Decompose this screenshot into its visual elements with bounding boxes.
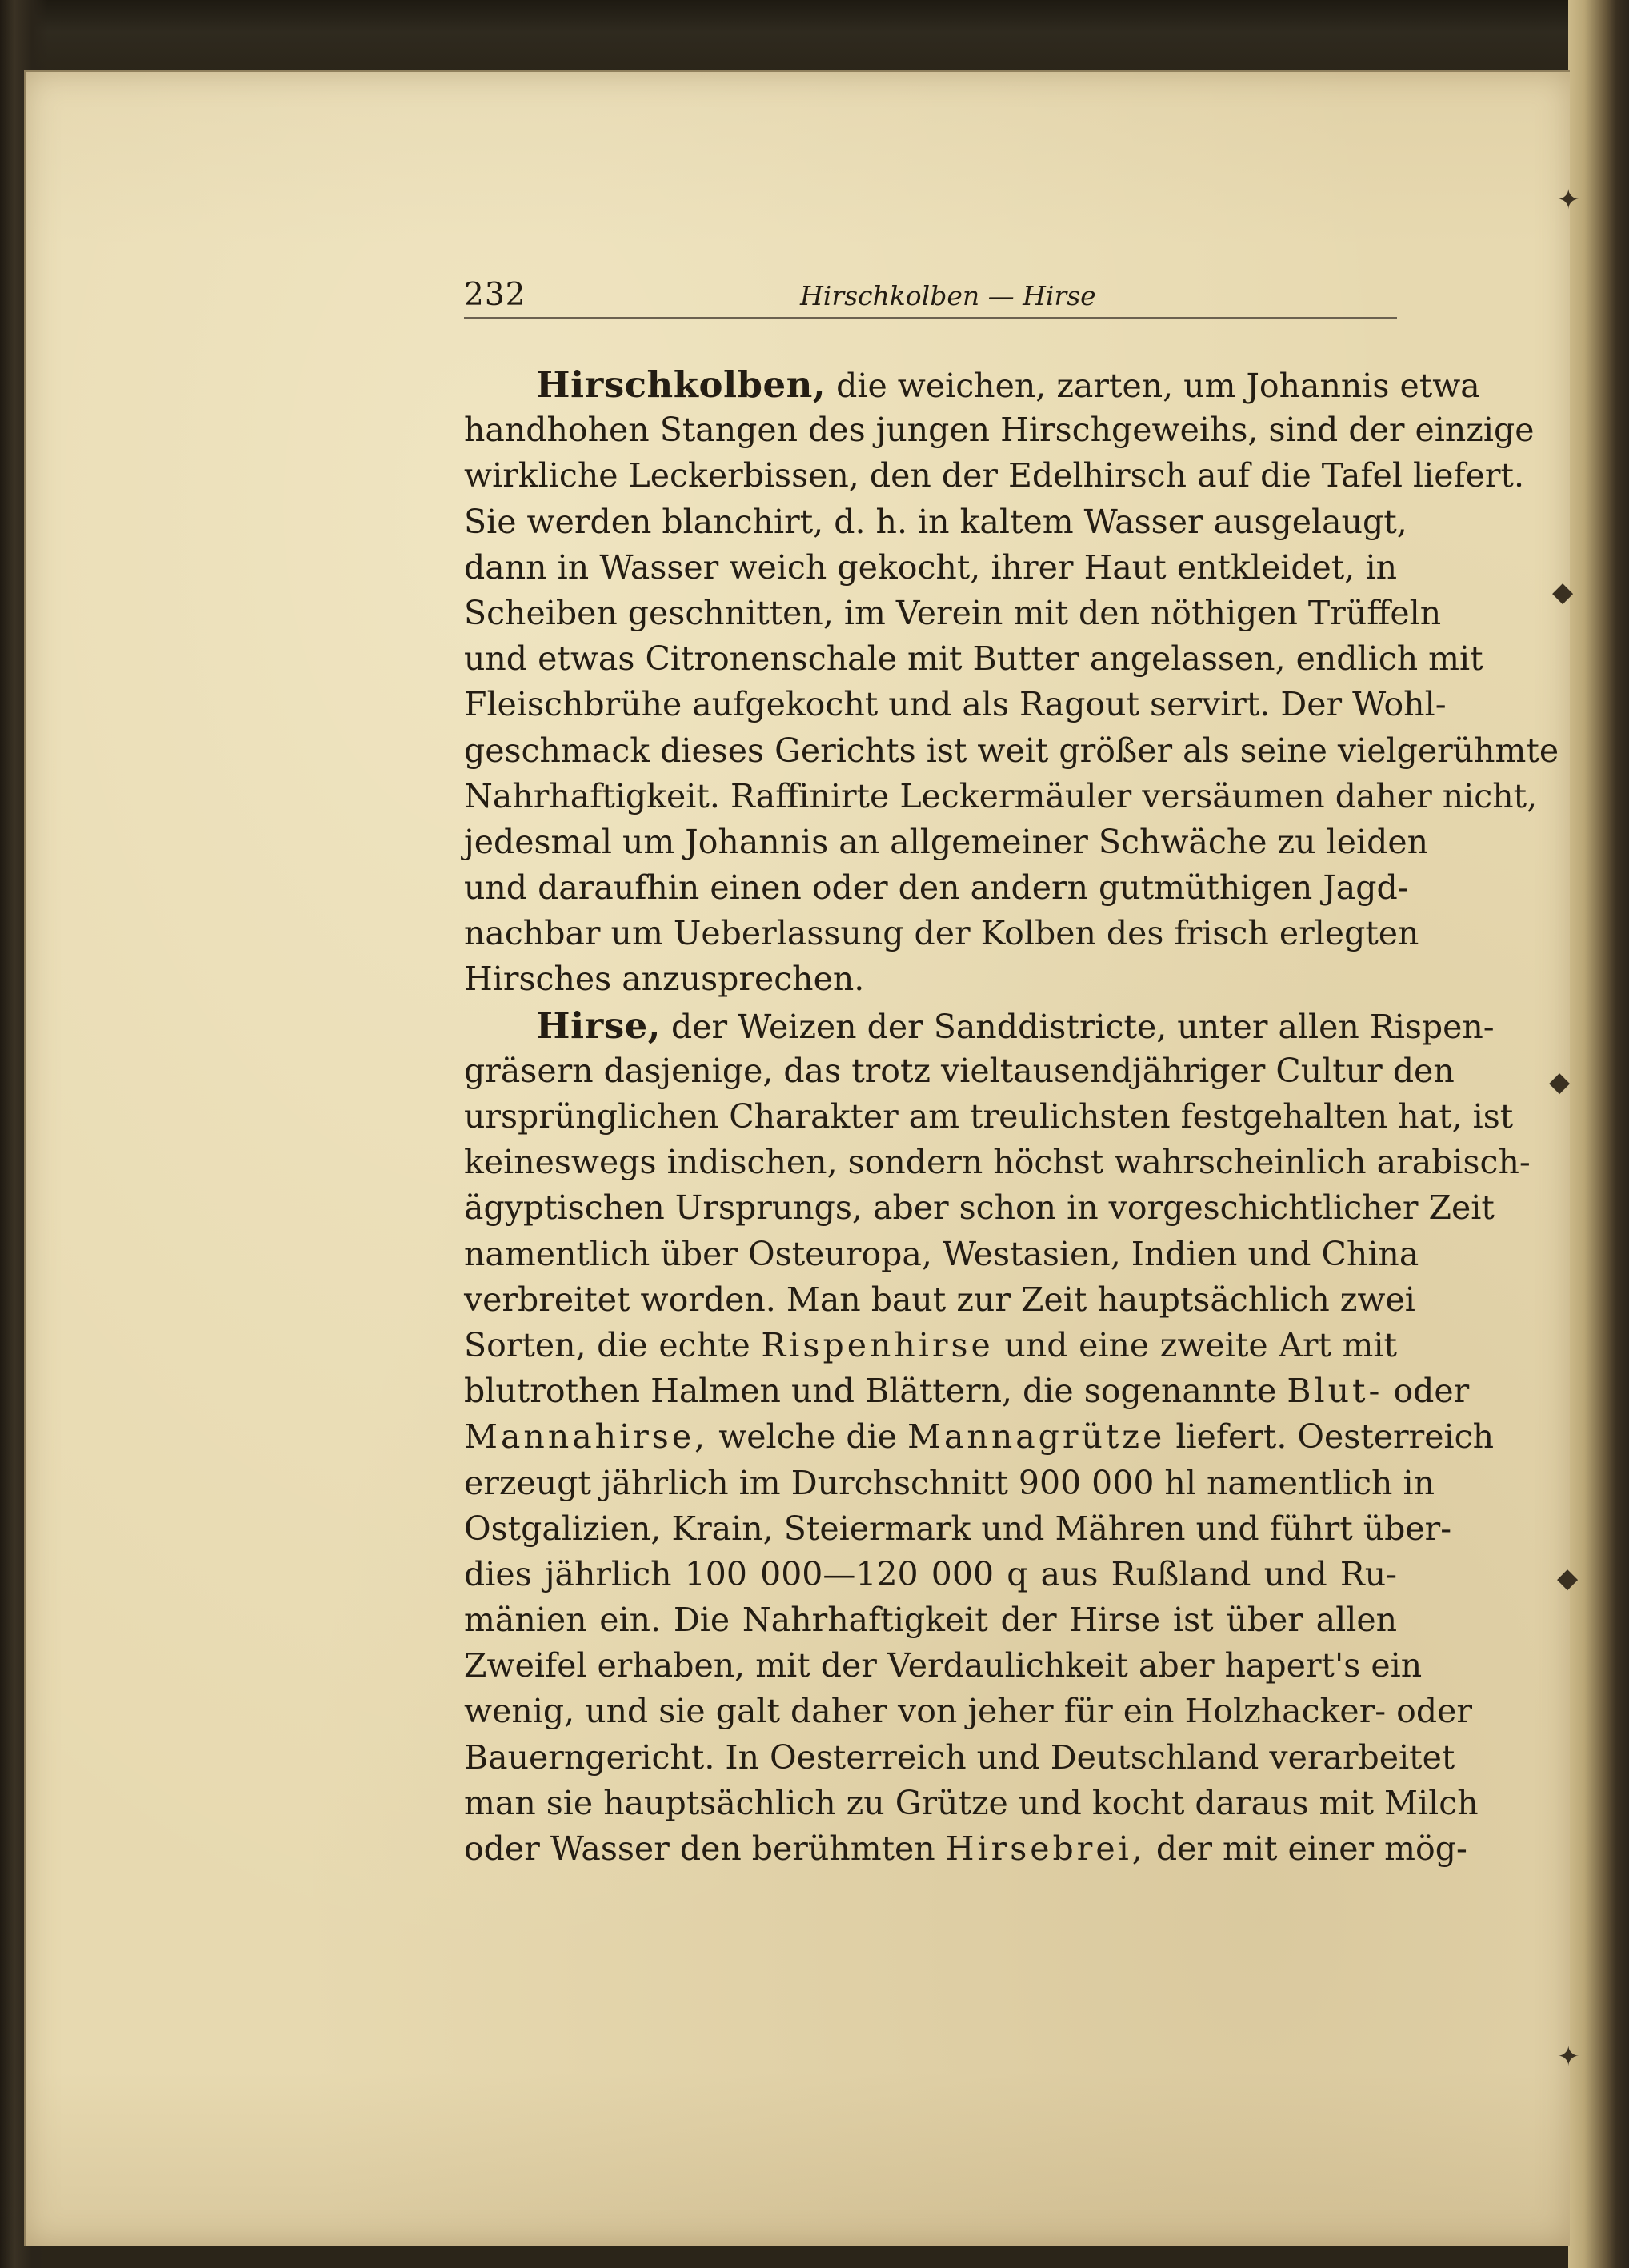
text-line: Bauerngericht. In Oesterreich und Deutschland verarbeitet xyxy=(464,1737,1455,1777)
page-number: 232 xyxy=(464,277,526,313)
binding-thread-mark: ✦ xyxy=(1557,184,1580,216)
text-line: Zweifel erhaben, mit der Verdaulichkeit aber hapert's ein xyxy=(464,1646,1423,1685)
text-line: erzeugt jährlich im Durchschnitt 900 000 hl namentlich in xyxy=(464,1463,1435,1502)
text-line: Hirsches anzusprechen. xyxy=(464,960,865,999)
text-line: ursprünglichen Charakter am treulichsten festgehalten hat, ist xyxy=(464,1097,1514,1136)
entry-first-line xyxy=(464,362,1480,407)
text-segment: oder Wasser den berühmten xyxy=(464,1829,935,1868)
text-segment: und eine zweite Art mit xyxy=(1004,1325,1397,1364)
entry-first-line xyxy=(464,1003,1495,1048)
entry-term-hirschkolben: Hirschkolben, xyxy=(536,363,827,406)
text-line xyxy=(464,1414,1494,1460)
text-segment: welche die xyxy=(718,1417,897,1457)
text-line: geschmack dieses Gerichts ist weit größer als seine vielgerühmte xyxy=(464,731,1559,770)
text-segment: blutrothen Halmen und Blättern, die sogenannte xyxy=(464,1372,1277,1411)
text-line: wenig, und sie galt daher von jeher für ein Holzhacker- oder xyxy=(464,1692,1472,1731)
text-line: verbreitet worden. Man baut zur Zeit hauptsächlich zwei xyxy=(464,1280,1415,1319)
text-line: dies jährlich 100 000—120 000 q aus Rußland und Ru- xyxy=(464,1554,1397,1593)
binding-thread-mark: ✦ xyxy=(1557,2041,1580,2073)
text-segment: der mit einer mög- xyxy=(1155,1829,1467,1868)
emphasized-term: Blut- xyxy=(1287,1372,1383,1411)
page-header xyxy=(464,277,1397,319)
text-line: der Weizen der Sanddistricte, unter allen Rispen- xyxy=(671,1007,1495,1046)
text-line: ägyptischen Ursprungs, aber schon in vorgeschichtlicher Zeit xyxy=(464,1188,1495,1228)
text-line: Fleischbrühe aufgekocht und als Ragout servirt. Der Wohl- xyxy=(464,685,1447,724)
text-line: Scheiben geschnitten, im Verein mit den nöthigen Trüffeln xyxy=(464,593,1442,632)
text-line: keineswegs indischen, sondern höchst wahrscheinlich arabisch- xyxy=(464,1143,1531,1182)
running-head: Hirschkolben — Hirse xyxy=(800,280,1096,311)
text-line xyxy=(464,1826,1467,1872)
text-line: jedesmal um Johannis an allgemeiner Schwäche zu leiden xyxy=(464,822,1428,861)
emphasized-term: Mannahirse, xyxy=(464,1417,709,1457)
text-line: handhohen Stangen des jungen Hirschgeweihs, sind der einzige xyxy=(464,411,1535,450)
text-line: man sie hauptsächlich zu Grütze und kocht daraus mit Milch xyxy=(464,1783,1479,1822)
text-line: Nahrhaftigkeit. Raffinirte Leckermäuler versäumen daher nicht, xyxy=(464,776,1538,815)
text-line: namentlich über Osteuropa, Westasien, Indien und China xyxy=(464,1234,1419,1273)
text-line: wirkliche Leckerbissen, den der Edelhirsch auf die Tafel liefert. xyxy=(464,456,1525,495)
emphasized-term: Hirsebrei, xyxy=(945,1829,1146,1868)
text-line: mänien ein. Die Nahrhaftigkeit der Hirse ist über allen xyxy=(464,1601,1397,1640)
emphasized-term: Mannagrütze xyxy=(907,1417,1166,1457)
emphasized-term: Rispenhirse xyxy=(761,1325,994,1364)
text-segment: Sorten, die echte xyxy=(464,1325,750,1364)
text-line: und etwas Citronenschale mit Butter angelassen, endlich mit xyxy=(464,639,1483,679)
binding-thread-mark: ◆ xyxy=(1557,1562,1579,1594)
text-line: Ostgalizien, Krain, Steiermark und Mähren und führt über- xyxy=(464,1509,1452,1548)
text-line xyxy=(464,1323,1397,1368)
text-line: gräsern dasjenige, das trotz vieltausendjähriger Cultur den xyxy=(464,1051,1455,1090)
text-segment: oder xyxy=(1393,1372,1470,1411)
body-text xyxy=(464,362,1559,1872)
text-segment: liefert. Oesterreich xyxy=(1175,1417,1494,1457)
text-line xyxy=(464,1368,1470,1414)
text-line: und daraufhin einen oder den andern gutmüthigen Jagd- xyxy=(464,868,1409,908)
book-spine xyxy=(1568,0,1629,2268)
text-line: die weichen, zarten, um Johannis etwa xyxy=(836,367,1480,405)
entry-term-hirse: Hirse, xyxy=(536,1004,661,1047)
text-line: nachbar um Ueberlassung der Kolben des frisch erlegten xyxy=(464,914,1419,953)
text-line: dann in Wasser weich gekocht, ihrer Haut entkleidet, in xyxy=(464,547,1397,587)
text-line: Sie werden blanchirt, d. h. in kaltem Wasser ausgelaugt, xyxy=(464,502,1407,541)
binding-thread-mark: ◆ xyxy=(1552,576,1574,608)
binding-thread-mark: ◆ xyxy=(1549,1066,1571,1098)
